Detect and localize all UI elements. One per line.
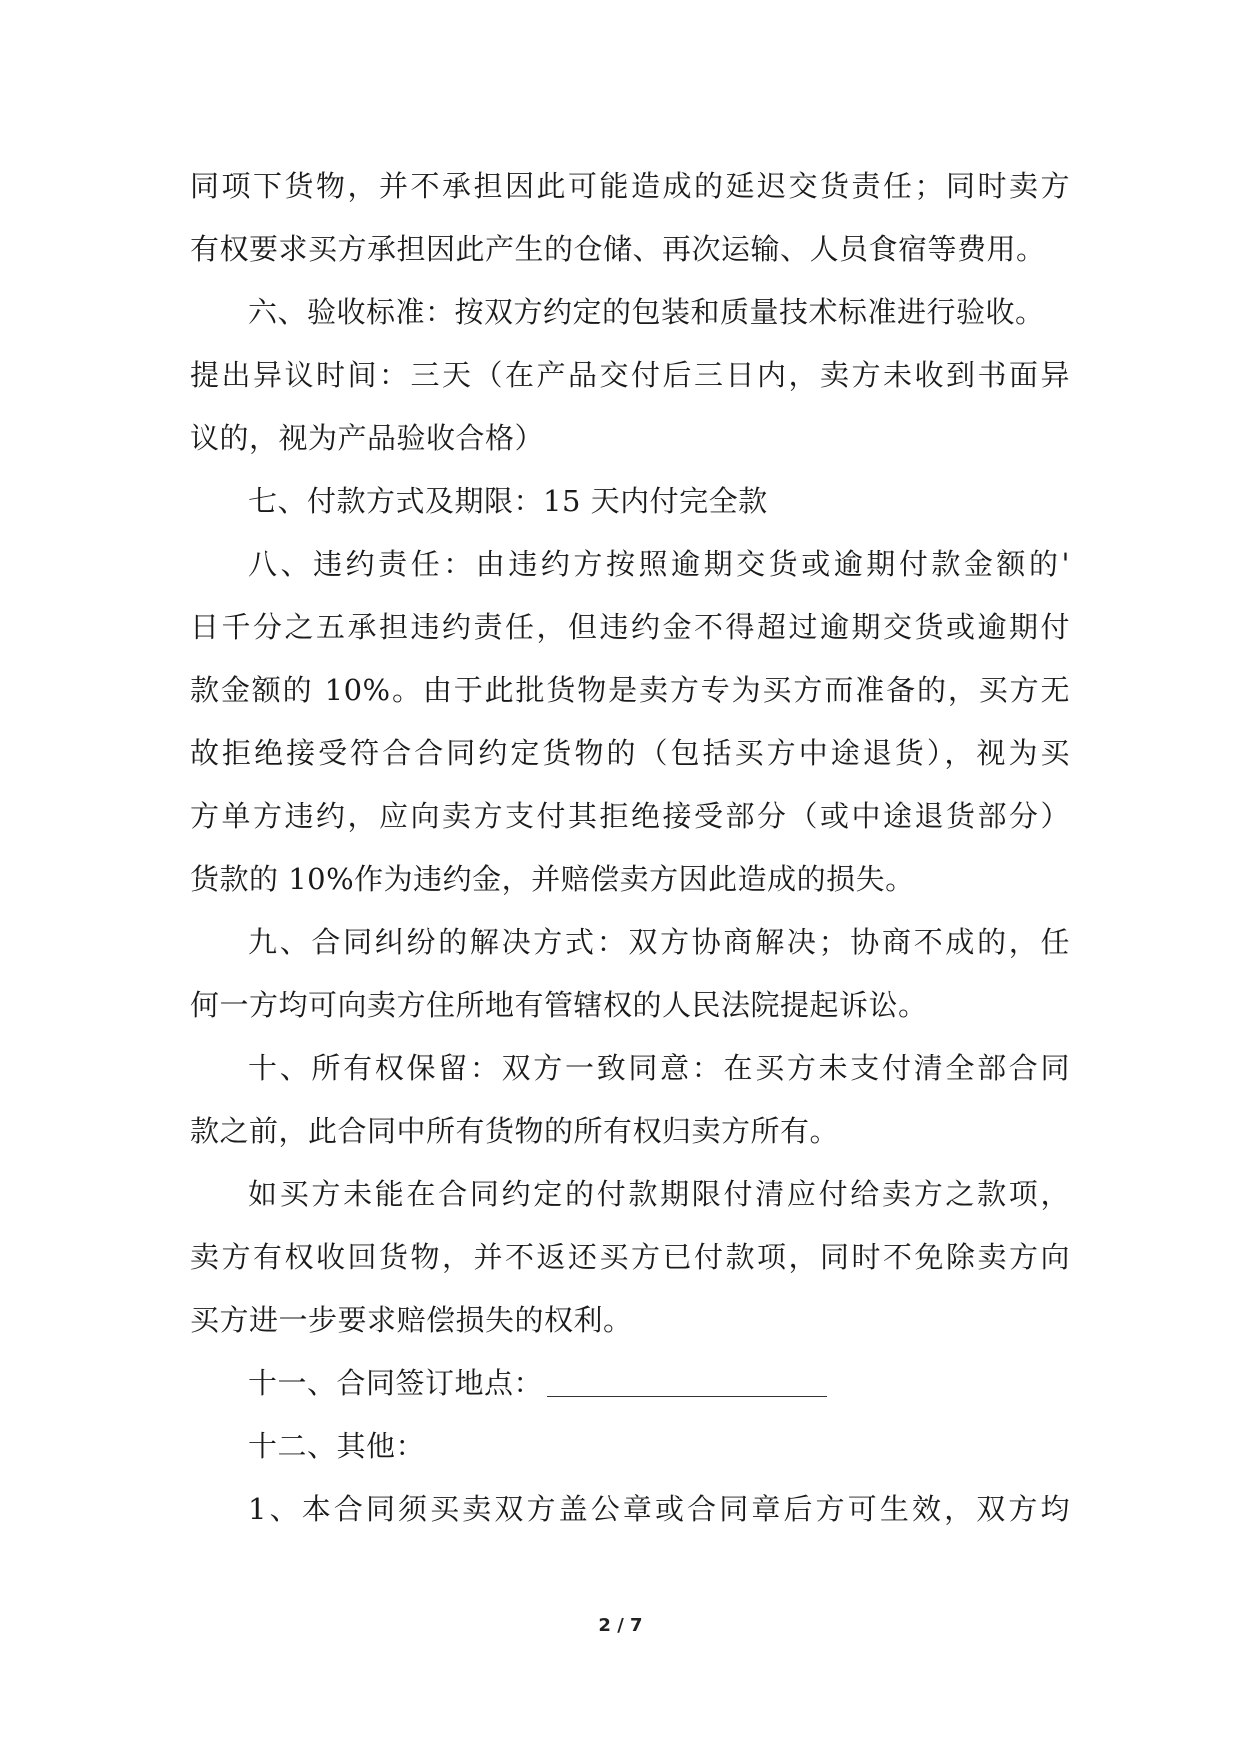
text-line: 十二、其他：	[248, 1429, 426, 1463]
signing-location-label: 十一、合同签订地点：	[248, 1366, 544, 1400]
text-line: 九、合同纠纷的解决方式：双方协商解决；协商不成的，任	[248, 925, 1070, 959]
text-line: 十、所有权保留：双方一致同意：在买方未支付清全部合同	[248, 1051, 1070, 1085]
text-line: 有权要求买方承担因此产生的仓储、再次运输、人员食宿等费用。	[190, 232, 1046, 266]
text-line: 如买方未能在合同约定的付款期限付清应付给卖方之款项，	[248, 1177, 1070, 1211]
text-line: 何一方均可向卖方住所地有管辖权的人民法院提起诉讼。	[190, 988, 928, 1022]
text-line: 议的，视为产品验收合格）	[190, 421, 545, 455]
text-line: 八、违约责任：由违约方按照逾期交货或逾期付款金额的'	[248, 547, 1070, 581]
text-line: 七、付款方式及期限：15 天内付完全款	[248, 484, 768, 518]
text-line: 款之前，此合同中所有货物的所有权归卖方所有。	[190, 1114, 840, 1148]
signing-location-blank	[547, 1374, 827, 1397]
text-line: 同项下货物，并不承担因此可能造成的延迟交货责任；同时卖方	[190, 169, 1070, 203]
signing-location-line	[190, 1352, 1070, 1415]
text-line: 货款的 10%作为违约金，并赔偿卖方因此造成的损失。	[190, 862, 915, 896]
text-line: 提出异议时间：三天（在产品交付后三日内，卖方未收到书面异	[190, 358, 1070, 392]
text-line: 1、本合同须买卖双方盖公章或合同章后方可生效，双方均	[248, 1492, 1070, 1526]
text-line: 六、验收标准：按双方约定的包装和质量技术标准进行验收。	[248, 295, 1045, 329]
document-body	[190, 155, 1070, 1541]
text-line: 买方进一步要求赔偿损失的权利。	[190, 1303, 633, 1337]
page-number: 2 / 7	[598, 1615, 643, 1636]
text-line: 故拒绝接受符合合同约定货物的（包括买方中途退货），视为买	[190, 736, 1070, 770]
text-line: 方单方违约，应向卖方支付其拒绝接受部分（或中途退货部分）	[190, 799, 1070, 833]
text-line: 款金额的 10%。由于此批货物是卖方专为买方而准备的，买方无	[190, 673, 1070, 707]
text-line: 日千分之五承担违约责任，但违约金不得超过逾期交货或逾期付	[190, 610, 1070, 644]
text-line: 卖方有权收回货物，并不返还买方已付款项，同时不免除卖方向	[190, 1240, 1070, 1274]
